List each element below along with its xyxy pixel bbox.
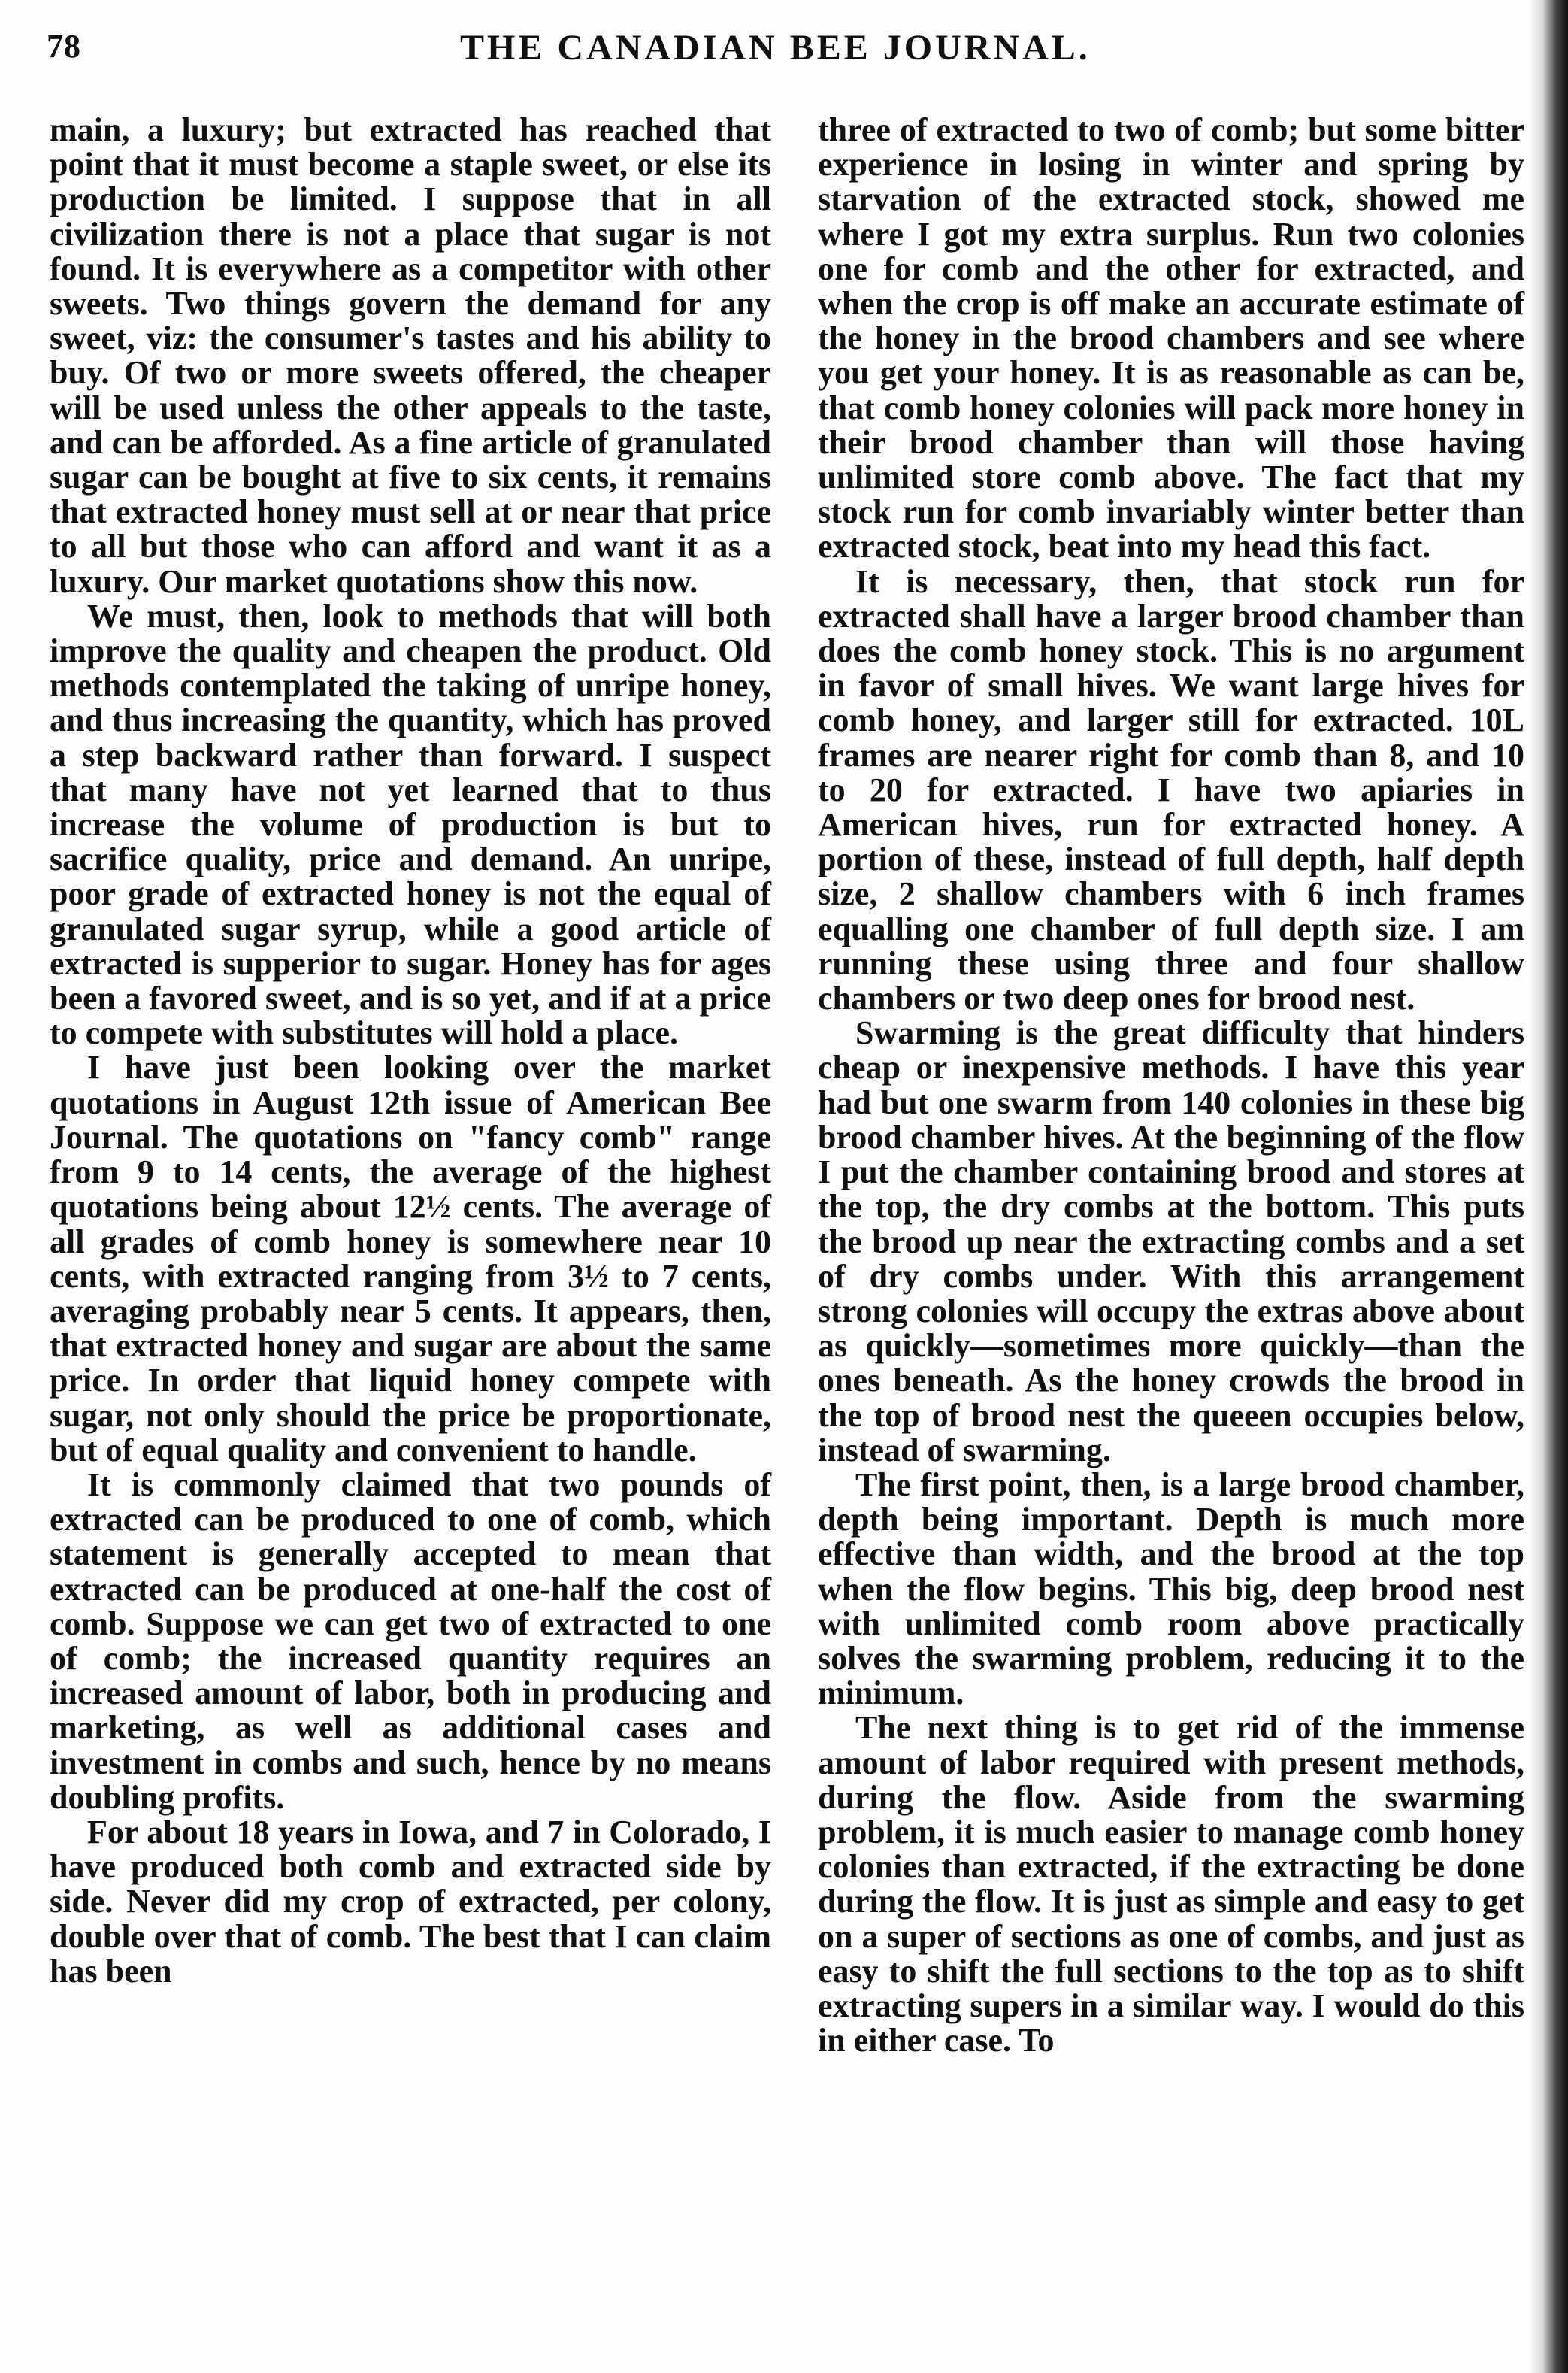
paragraph: main, a luxury; but extracted has reached that point that it must become a staple sweet, or else its production be limited. I suppose that in all civilization there is not a place that sugar is not found. It is everywhere as a competitor with other sweets. Two things govern the demand for any sweet, viz: the consumer's tastes and his ability to buy. Of two or more sweets offered, the cheaper will be used unless the other appeals to the taste, and can be afforded. As a fine article of granulated sugar can be bought at five to six cents, it remains that extracted honey must sell at or near that price to all but those who can afford and want it as a luxury. Our market quotations show this now.	[50, 111, 771, 600]
paragraph: The next thing is to get rid of the immense amount of labor required with present methods, during the flow. Aside from the swarming problem, it is much easier to manage comb honey colonies than extracted, if the extracting be done during the flow. It is just as simple and easy to get on a super of sections as one of combs, and just as easy to shift the full sections to the top as to shift extracting supers in a similar way. I would do this in either case. To	[818, 1709, 1524, 2059]
page-number: 78	[47, 28, 81, 65]
paragraph: It is commonly claimed that two pounds of extracted can be produced to one of comb, which statement is generally accepted to mean that extracted can be produced at one-half the cost of comb. Suppose we can get two of extracted to one of comb; the increased quantity requires an increased amount of labor, both in producing and marketing, as well as additional cases and investment in combs and such, hence by no means doubling profits.	[50, 1465, 771, 1816]
paragraph: Swarming is the great difficulty that hinders cheap or inexpensive methods. I have this year had but one swarm from 140 colonies in these big brood chamber hives. At the beginning of the flow I put the chamber containing brood and stores at the top, the dry combs at the bottom. This puts the brood up near the extracting combs and a set of dry combs under. With this arrangement strong colonies will occupy the extras above about as quickly—sometimes more quickly—than the ones beneath. As the honey crowds the brood in the top of brood nest the queeen occupies below, instead of swarming.	[818, 1014, 1524, 1468]
paragraph: three of extracted to two of comb; but some bitter experience in losing in winter and spring by starvation of the extracted stock, showed me where I got my extra surplus. Run two colonies one for comb and the other for extracted, and when the crop is off make an accurate estimate of the honey in the brood chambers and see where you get your honey. It is as reasonable as can be, that comb honey colonies will pack more honey in their brood chamber than will those having unlimited store comb above. The fact that my stock run for comb invariably winter better than extracted stock, beat into my head this fact.	[818, 111, 1524, 565]
paragraph: For about 18 years in Iowa, and 7 in Colorado, I have produced both comb and extracted side by side. Never did my crop of extracted, per colony, double over that of comb. The best that I can claim has been	[50, 1813, 771, 1990]
paragraph: I have just been looking over the market quotations in August 12th issue of American Bee Journal. The quotations on "fancy comb" range from 9 to 14 cents, the average of the highest quotations being about 12½ cents. The average of all grades of comb honey is somewhere near 10 cents, with extracted ranging from 3½ to 7 cents, averaging probably near 5 cents. It appears, then, that extracted honey and sugar are about the same price. In order that liquid honey compete with sugar, not only should the price be proportionate, but of equal quality and convenient to handle.	[50, 1049, 771, 1468]
running-title: THE CANADIAN BEE JOURNAL.	[460, 28, 1091, 68]
paragraph: The first point, then, is a large brood chamber, depth being important. Depth is much more effective than width, and the brood at the top when the flow begins. This big, deep brood nest with unlimited comb room above practically solves the swarming problem, reducing it to the minimum.	[818, 1465, 1524, 1712]
paragraph: We must, then, look to methods that will both improve the quality and cheapen the product. Old methods contemplated the taking of unripe honey, and thus increasing the quantity, which has proved a step backward rather than forward. I suspect that many have not yet learned that to thus increase the volume of production is but to sacrifice quality, price and demand. An unripe, poor grade of extracted honey is not the equal of granulated sugar syrup, while a good article of extracted is supperior to sugar. Honey has for ages been a favored sweet, and is so yet, and if at a price to compete with substitutes will hold a place.	[50, 597, 771, 1052]
page-edge-shadow	[1529, 0, 1568, 2373]
right-column	[818, 113, 1524, 2058]
page-header	[47, 27, 1520, 80]
left-column	[50, 113, 771, 1989]
paragraph: It is necessary, then, that stock run for extracted shall have a larger brood chamber than does the comb honey stock. This is no argument in favor of small hives. We want large hives for comb honey, and larger still for extracted. 10L frames are nearer right for comb than 8, and 10 to 20 for extracted. I have two apiaries in American hives, run for extracted honey. A portion of these, instead of full depth, half depth size, 2 shallow chambers with 6 inch frames equalling one chamber of full depth size. I am running these using three and four shallow chambers or two deep ones for brood nest.	[818, 562, 1524, 1017]
